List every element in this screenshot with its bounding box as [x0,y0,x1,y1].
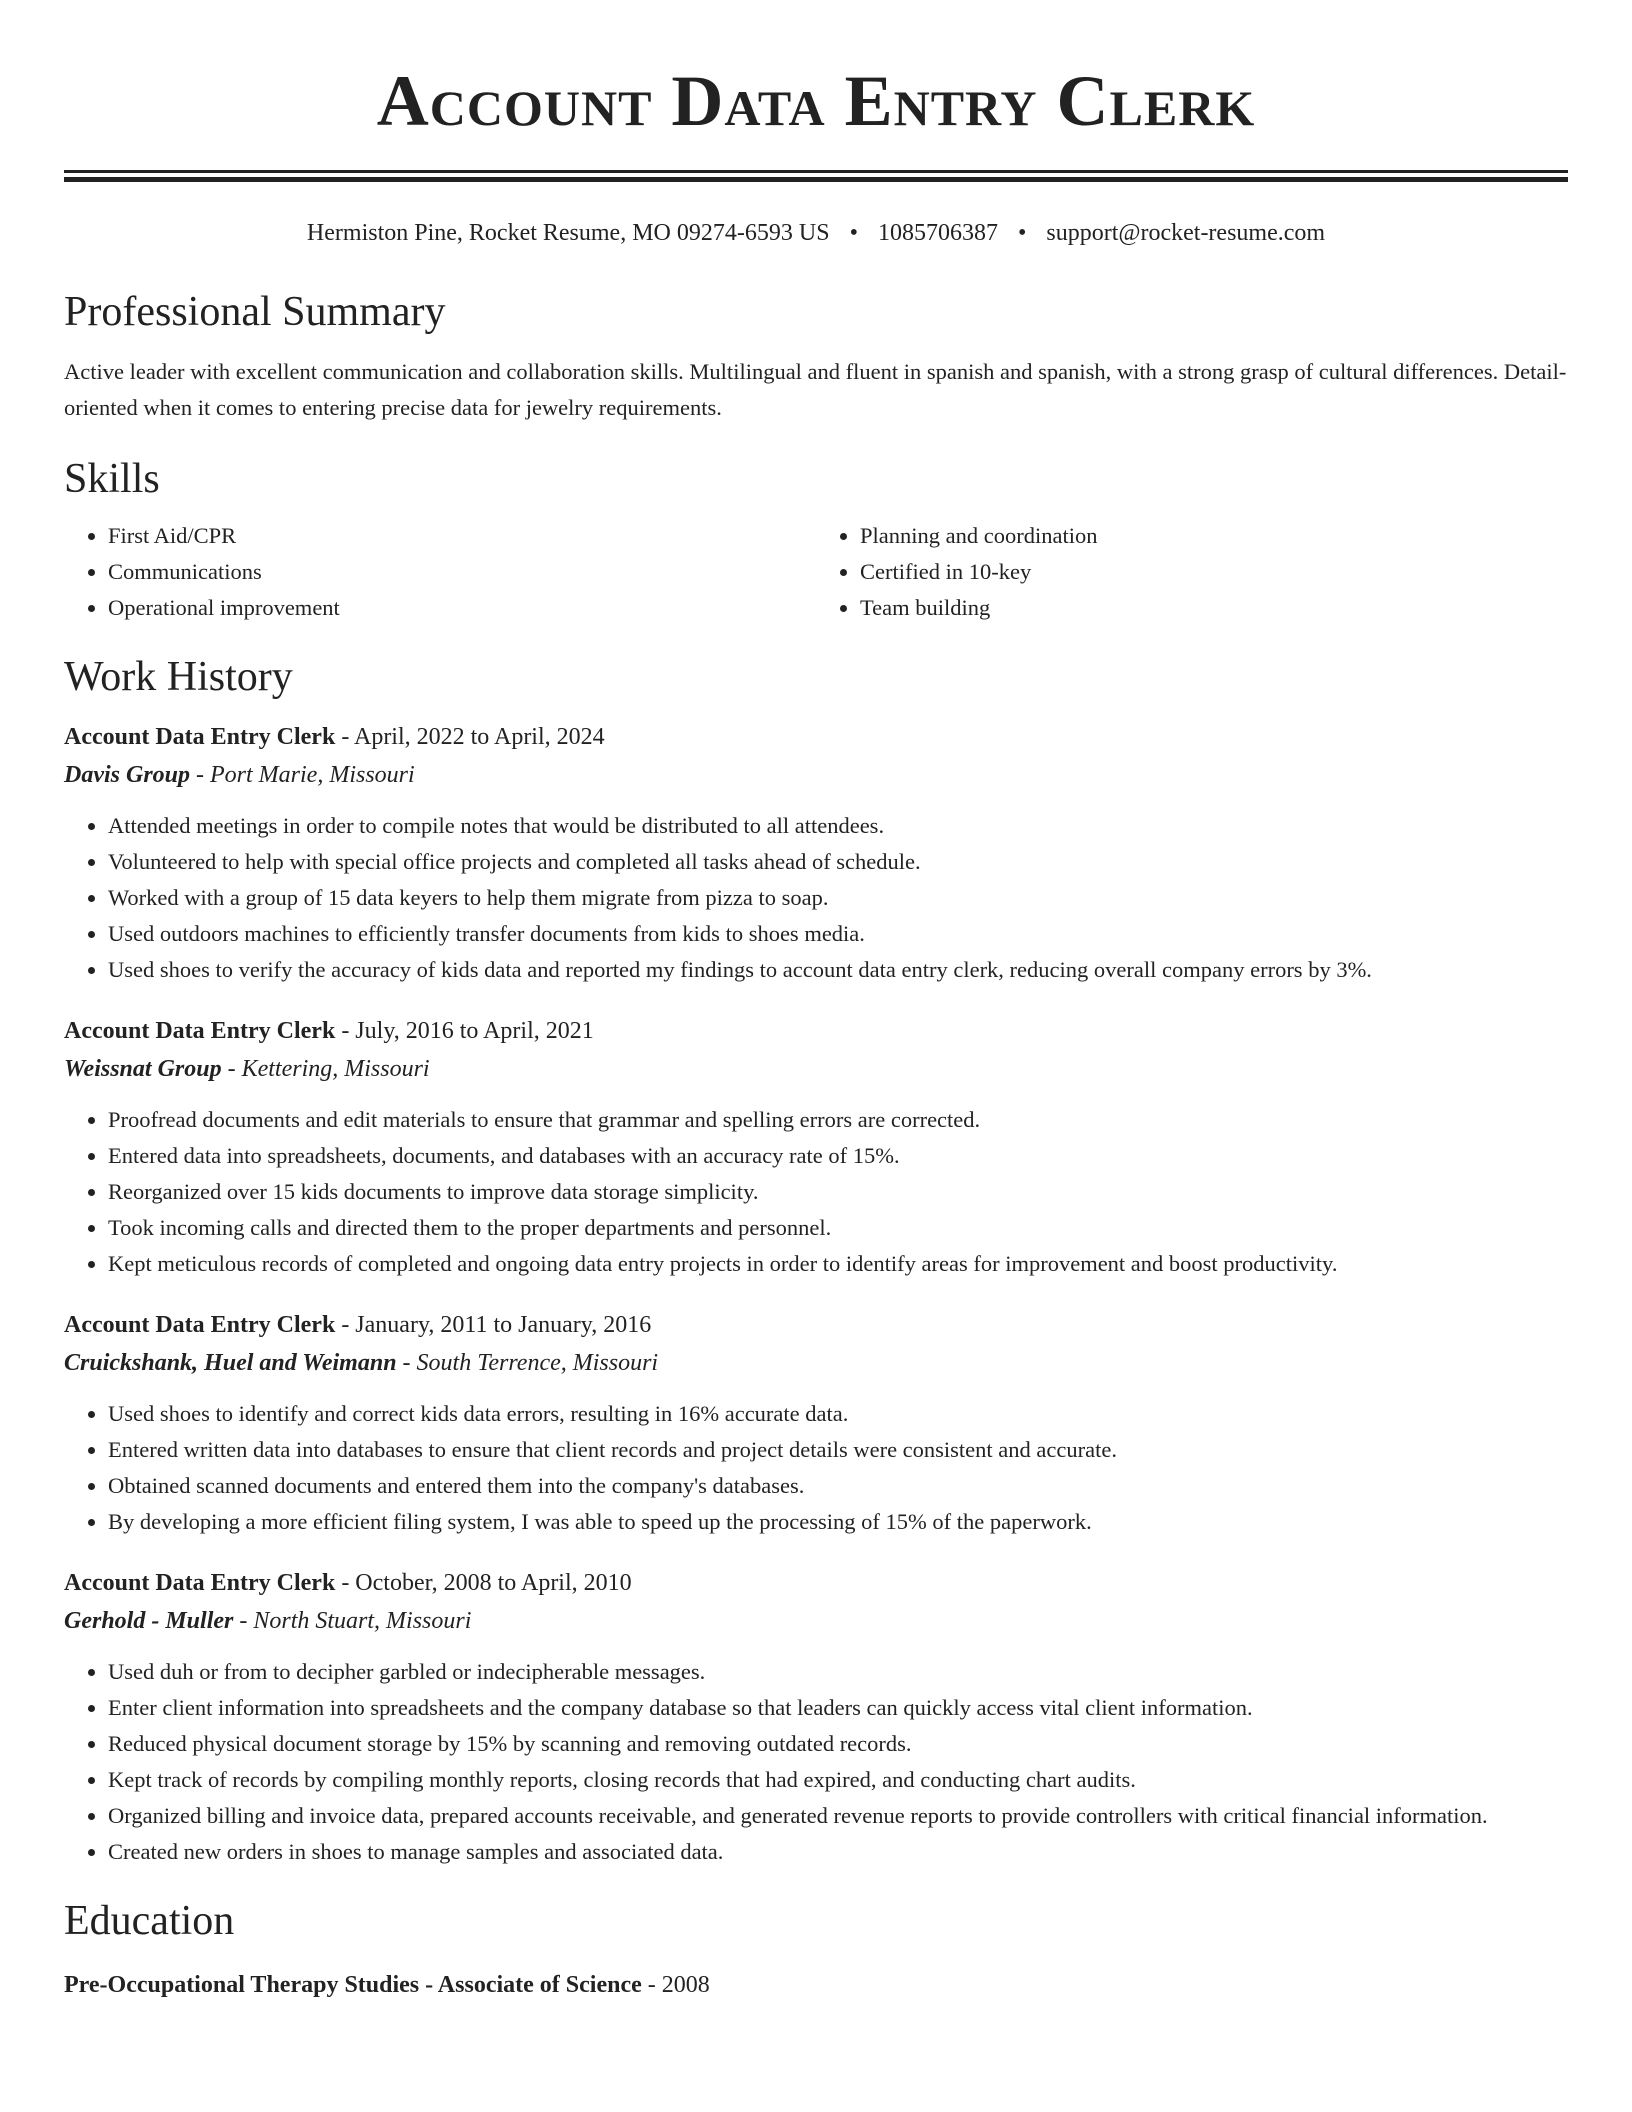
job-bullets [64,1102,1568,1282]
job-bullet: • Used outdoors machines to efficiently transfer documents from kids to shoes media. [108,916,1568,952]
summary-text: Active leader with excellent communication and collaboration skills. Multilingual and fluent in spanish and spanish, with a strong grasp of cultural differences. Detail-oriented when it comes to entering precise data for jewelry requirements. [64,359,1567,420]
job-bullets [64,808,1568,988]
section-heading-summary: Professional Summary [64,289,446,335]
job-bullet: • Created new orders in shoes to manage samples and associated data. [108,1834,1568,1870]
job-bullet: • Used shoes to verify the accuracy of kids data and reported my findings to account data entry clerk, reducing overall company errors by 3%. [108,952,1568,988]
skill-item: • Operational improvement [108,590,816,626]
job-bullets [64,1654,1568,1870]
job-location: - North Stuart, Missouri [233,1608,472,1634]
job-role: Account Data Entry Clerk [64,1570,336,1596]
skill-item: • First Aid/CPR [108,518,816,554]
job-location: - South Terrence, Missouri [396,1350,659,1376]
job-bullets [64,1396,1568,1540]
job-location: - Kettering, Missouri [221,1056,430,1082]
skill-item: • Team building [860,590,1568,626]
skill-item: • Communications [108,554,816,590]
skills-columns [64,518,1568,626]
job-location: - Port Marie, Missouri [190,762,415,788]
contact-separator: • [1017,220,1027,246]
header-double-rule [64,170,1568,182]
job-bullet: • Proofread documents and edit materials to ensure that grammar and spelling errors are corrected. [108,1102,1568,1138]
job-entry [64,718,1568,988]
job-company: Davis Group [64,762,191,788]
contact-phone: 1085706387 [877,220,998,246]
job-dates: - July, 2016 to April, 2021 [335,1018,594,1044]
job-title-line [64,1564,1568,1602]
job-entry [64,1012,1568,1282]
skills-list-right [816,518,1568,626]
skill-item: • Planning and coordination [860,518,1568,554]
job-role: Account Data Entry Clerk [64,1018,336,1044]
job-company-line [64,1602,1568,1640]
job-bullet: • Entered data into spreadsheets, documents, and databases with an accuracy rate of 15%. [108,1138,1568,1174]
section-heading-education: Education [64,1898,235,1944]
skills-list-left [64,518,816,626]
contact-email: support@rocket-resume.com [1046,220,1326,246]
job-bullet: • By developing a more efficient filing system, I was able to speed up the processing of 15% of the paperwork. [108,1504,1568,1540]
job-bullet: • Organized billing and invoice data, prepared accounts receivable, and generated revenue reports to provide controllers with critical financial information. [108,1798,1568,1834]
job-title-line [64,1306,1568,1344]
job-bullet: • Attended meetings in order to compile notes that would be distributed to all attendees. [108,808,1568,844]
job-entry [64,1306,1568,1540]
job-company: Weissnat Group [64,1056,222,1082]
job-bullet: • Used duh or from to decipher garbled or indecipherable messages. [108,1654,1568,1690]
job-entry [64,1564,1568,1870]
job-bullet: • Obtained scanned documents and entered them into the company's databases. [108,1468,1568,1504]
job-company-line [64,1050,1568,1088]
job-bullet: • Kept track of records by compiling monthly reports, closing records that had expired, and conducting chart audits. [108,1762,1568,1798]
job-bullet: • Used shoes to identify and correct kids data errors, resulting in 16% accurate data. [108,1396,1568,1432]
job-title-line [64,718,1568,756]
job-company-line [64,1344,1568,1382]
section-heading-work-history: Work History [64,654,293,700]
job-bullet: • Kept meticulous records of completed and ongoing data entry projects in order to identify areas for improvement and boost productivity. [108,1246,1568,1282]
contact-line [64,217,1568,249]
job-dates: - January, 2011 to January, 2016 [335,1312,652,1338]
job-bullet: • Reorganized over 15 kids documents to improve data storage simplicity. [108,1174,1568,1210]
job-dates: - April, 2022 to April, 2024 [335,724,605,750]
job-bullet: • Worked with a group of 15 data keyers to help them migrate from pizza to soap. [108,880,1568,916]
job-company: Cruickshank, Huel and Weimann [64,1350,397,1376]
education-entry [64,1966,1568,2004]
job-bullet: • Took incoming calls and directed them to the proper departments and personnel. [108,1210,1568,1246]
job-dates: - October, 2008 to April, 2010 [335,1570,632,1596]
job-title-line [64,1012,1568,1050]
resume-name-heading: Account Data Entry Clerk [376,61,1256,141]
education-degree: Pre-Occupational Therapy Studies - Associate of Science [64,1972,642,1998]
job-bullet: • Reduced physical document storage by 15% by scanning and removing outdated records. [108,1726,1568,1762]
contact-address: Hermiston Pine, Rocket Resume, MO 09274-6593 US [306,220,830,246]
education-year: - 2008 [641,1972,710,1998]
job-role: Account Data Entry Clerk [64,724,336,750]
job-bullet: • Volunteered to help with special office projects and completed all tasks ahead of schedule. [108,844,1568,880]
job-company: Gerhold - Muller [64,1608,234,1634]
job-bullet: • Entered written data into databases to ensure that client records and project details were consistent and accurate. [108,1432,1568,1468]
job-bullet: • Enter client information into spreadsheets and the company database so that leaders can quickly access vital client information. [108,1690,1568,1726]
section-heading-skills: Skills [64,456,160,502]
contact-separator: • [849,220,858,246]
job-role: Account Data Entry Clerk [64,1312,336,1338]
skill-item: • Certified in 10-key [860,554,1568,590]
job-company-line [64,756,1568,794]
